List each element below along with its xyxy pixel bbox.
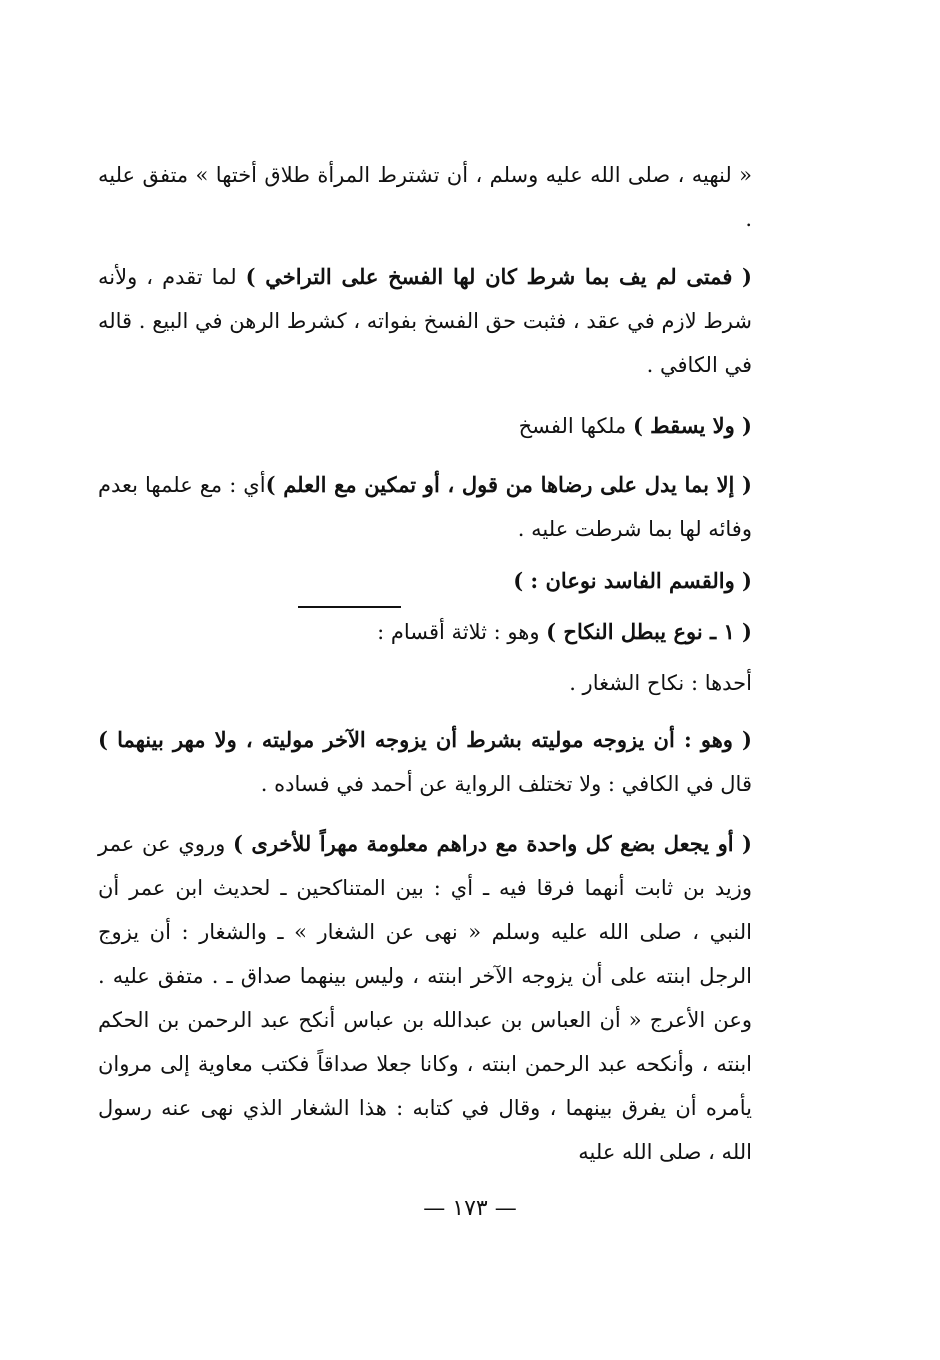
paragraph-9: [98, 822, 752, 1174]
paragraph-5: [98, 559, 752, 603]
page-number: — ١٧٣ —: [423, 1196, 517, 1221]
paragraph-3: [98, 404, 752, 448]
paragraph-3-bold: ( ولا يسقط ): [632, 413, 752, 438]
paragraph-1-text: « لنهيه ، صلى الله عليه وسلم ، أن تشترط المرأة طلاق أختها » متفق عليه .: [98, 163, 752, 231]
paragraph-1: [98, 153, 752, 241]
paragraph-6-bold: ( ١ ـ نوع يبطل النكاح ): [546, 619, 752, 644]
paragraph-2-bold: ( فمتى لم يف بما شرط كان لها الفسخ على التراخي ): [245, 264, 752, 289]
paragraph-9-bold: ( أو يجعل بضع كل واحدة مع دراهم معلومة مهراً للأخرى ): [233, 831, 752, 856]
paragraph-4: [98, 463, 752, 551]
paragraph-7: [98, 661, 752, 705]
paragraph-8: [98, 718, 752, 806]
paragraph-5-bold: ( والقسم الفاسد نوعان : ): [513, 568, 752, 593]
paragraph-2-text: لما تقدم ، ولأنه شرط لازم في عقد ، فثبت حق الفسخ بفواته ، كشرط الرهن في البيع . قاله في الكافي .: [98, 265, 752, 377]
paragraph-7-text: أحدها : نكاح الشغار .: [569, 671, 752, 695]
paragraph-9-text: وروي عن عمر وزيد بن ثابت أنهما فرقا فيه ـ أي : بين المتناكحين ـ لحديث ابن عمر أن النبي ، صلى الله عليه وسلم « نهى عن الشغار » ـ والشغار : أن يزوج الرجل ابنته على أن يزوجه الآخر ابنته ، وليس بينهما صداق ـ . متفق عليه . وعن الأعرج « أن العباس بن عبدالله بن عباس أنكح عبد الرحمن بن الحكم ابنته ، وأنكحه عبد الرحمن ابنته ، وكانا جعلا صداقاً فكتب معاوية إلى مروان يأمره أن يفرق بينهما ، وقال في كتابه : هذا الشغار الذي نهى عنه رسول الله ، صلى الله عليه: [98, 832, 753, 1164]
section-rule: [298, 606, 401, 608]
paragraph-6-text: وهو : ثلاثة أقسام :: [377, 620, 547, 644]
paragraph-2: [98, 255, 752, 387]
paragraph-4-text: أي : مع علمها بعدم وفائه لها بما شرطت عليه .: [98, 473, 752, 541]
paragraph-4-bold: ( إلا بما يدل على رضاها من قول ، أو تمكين مع العلم ): [265, 472, 752, 497]
paragraph-6: [98, 610, 752, 654]
paragraph-8-text: قال في الكافي : ولا تختلف الرواية عن أحمد في فساده .: [260, 772, 752, 796]
paragraph-3-text: ملكها الفسخ: [518, 414, 633, 438]
paragraph-8-bold: ( وهو : أن يزوجه موليته بشرط أن يزوجه الآخر موليته ، ولا مهر بينهما ): [98, 727, 752, 752]
